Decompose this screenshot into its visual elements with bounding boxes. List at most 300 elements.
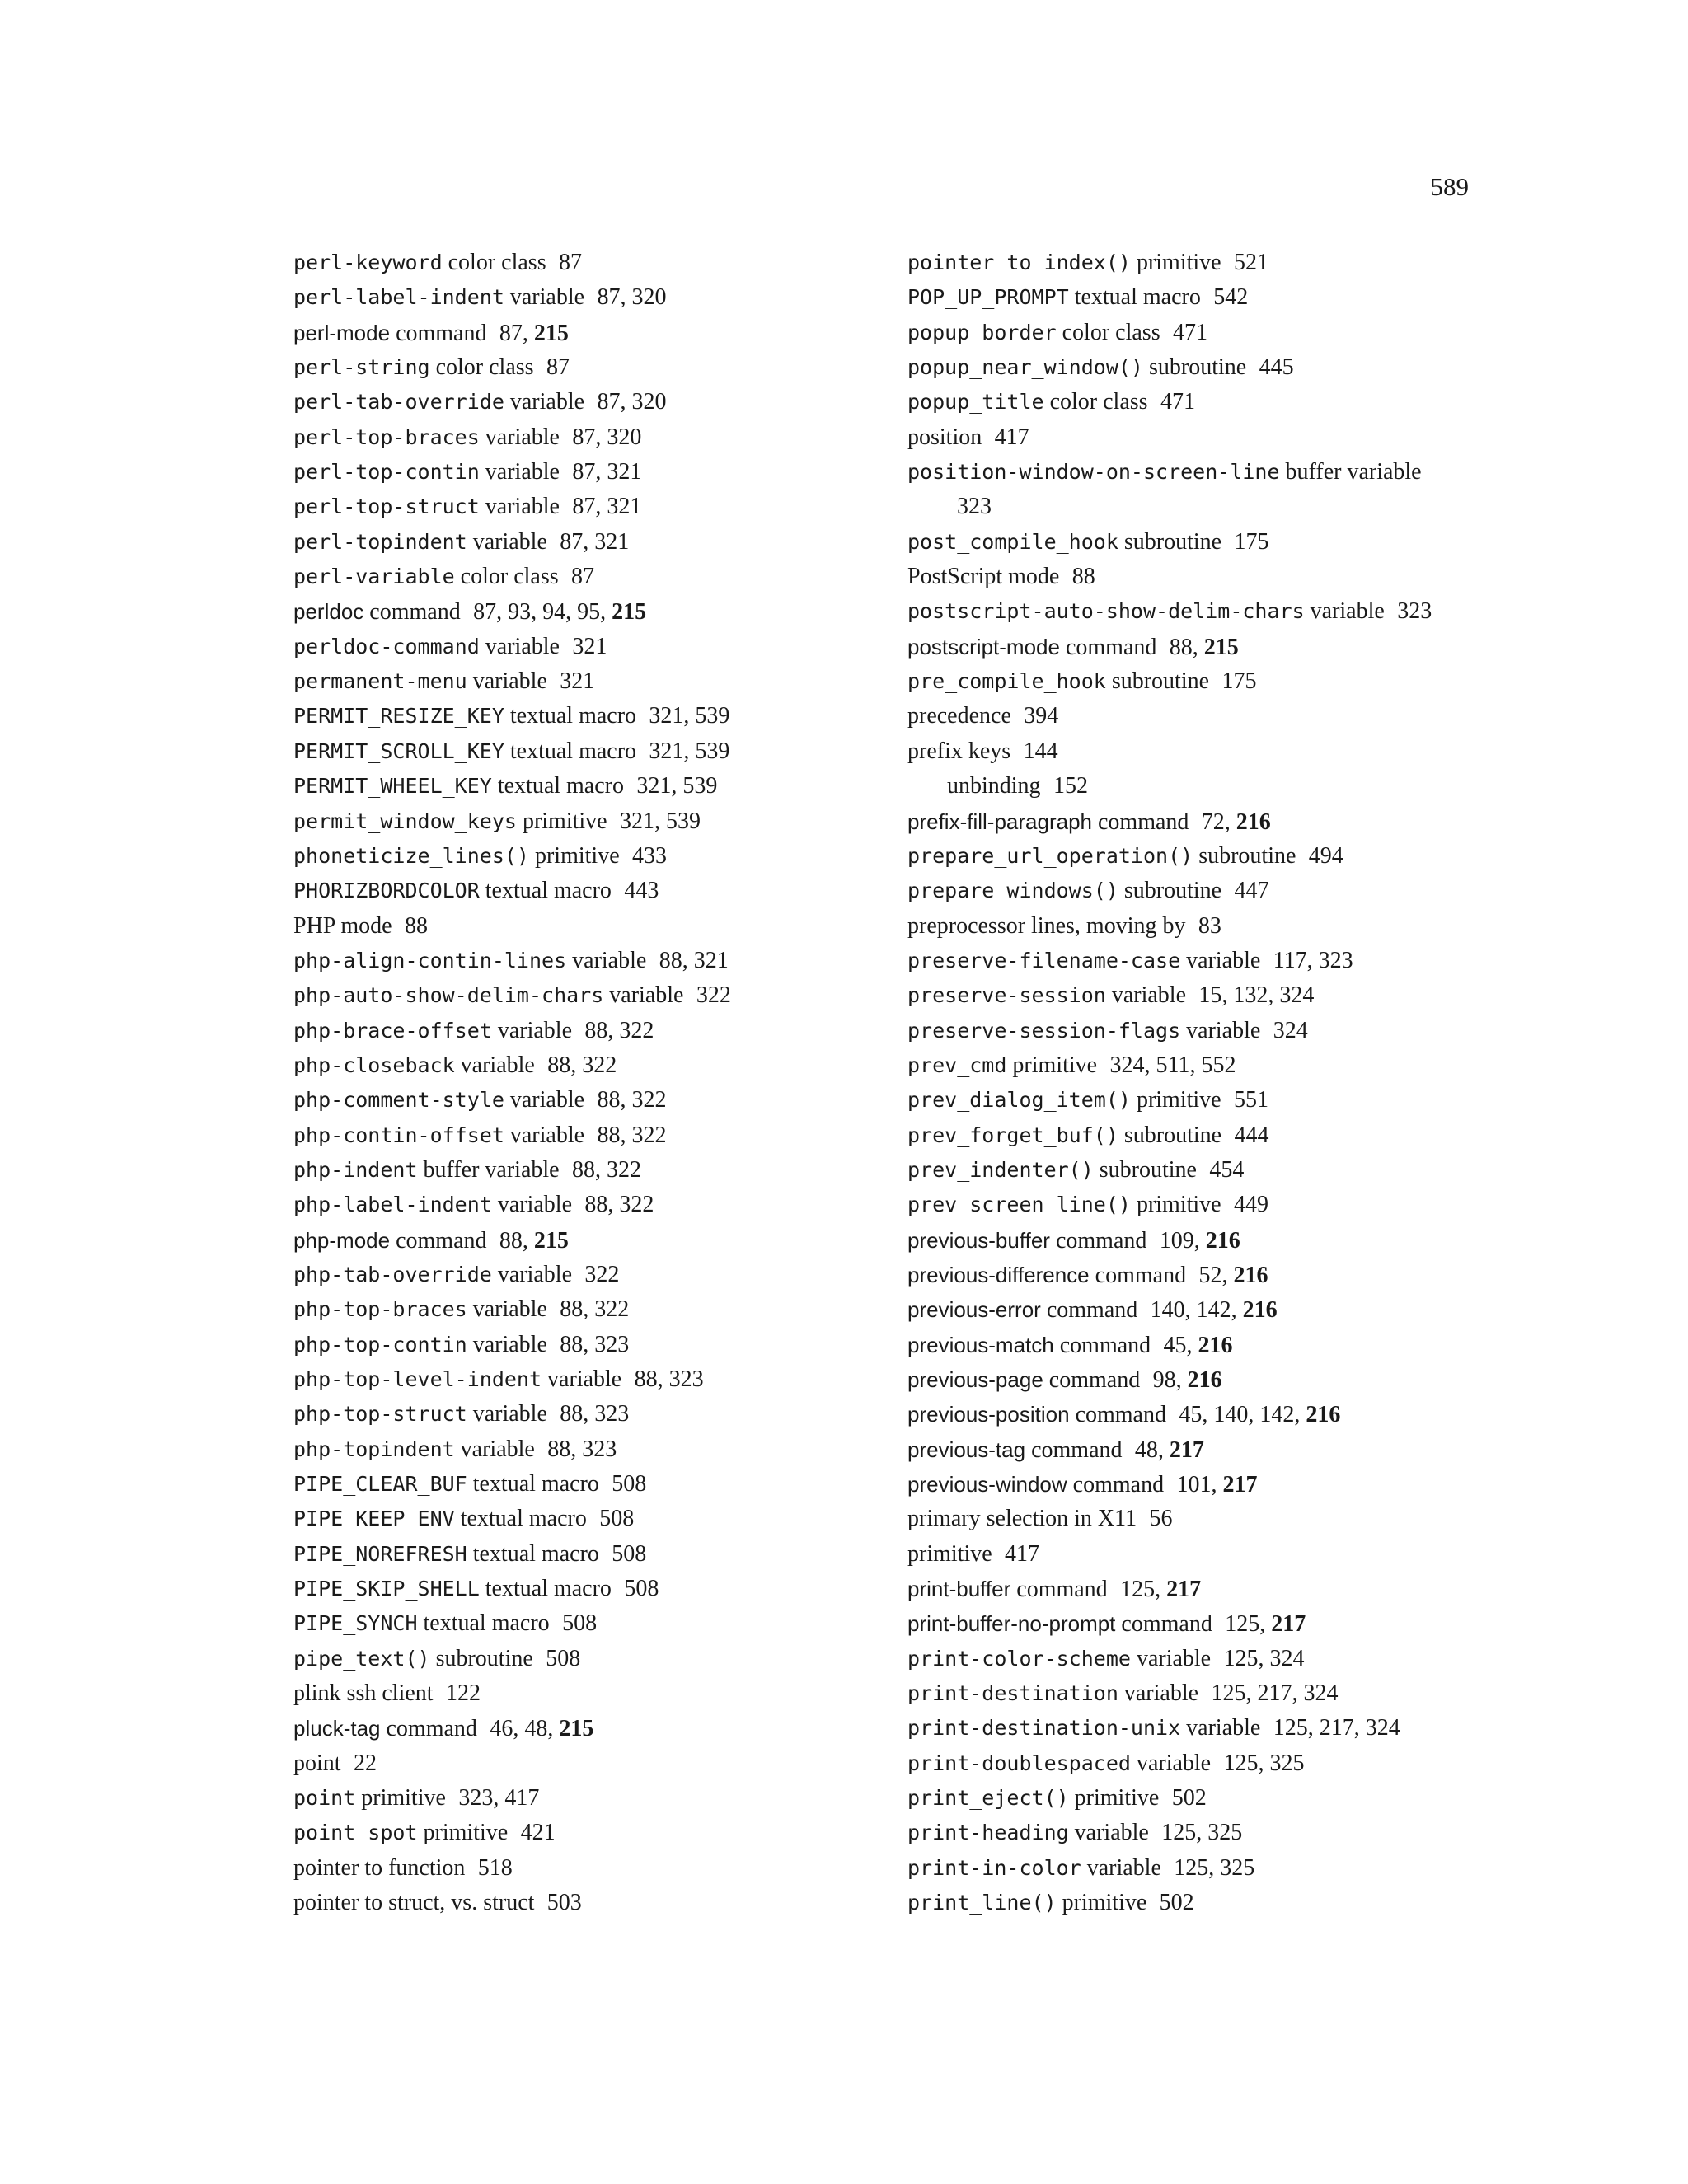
index-term-description: variable (497, 1261, 572, 1287)
page-ref: 87 (571, 564, 595, 590)
index-term-description: variable (509, 284, 585, 311)
index-page-refs: 88, 322 (547, 1052, 617, 1078)
index-page-refs: 88, 322 (584, 1192, 654, 1218)
page-ref: 324 (1365, 1715, 1400, 1741)
index-term: php-closeback (293, 1052, 455, 1077)
index-entry (293, 839, 870, 874)
index-term: php-contin-offset (293, 1122, 504, 1147)
page-ref-primary: 215 (533, 320, 569, 346)
index-page-refs: 72, 216 (1201, 808, 1271, 835)
index-term-description: variable (509, 1087, 585, 1113)
page-ref-primary: 216 (1236, 808, 1271, 835)
index-term: pluck-tag (293, 1716, 381, 1741)
page-ref: 142 (1196, 1297, 1231, 1324)
index-term-description: variable (1136, 1645, 1212, 1671)
index-term: PostScript mode (907, 564, 1060, 590)
index-term: print-buffer (907, 1577, 1011, 1602)
index-term: position-window-on-screen-line (907, 460, 1280, 485)
index-entry (907, 664, 1484, 699)
index-term-description: textual macro (1074, 284, 1201, 311)
index-term: PIPE_KEEP_ENV (293, 1507, 455, 1531)
page-ref: 325 (1220, 1854, 1255, 1881)
index-term-description: variable (460, 1052, 535, 1078)
index-term-description: variable (509, 1122, 585, 1148)
page-ref: 87 (546, 354, 570, 381)
page-ref: 321 (649, 703, 684, 729)
index-entry (293, 734, 870, 769)
index-entry (907, 1537, 1484, 1572)
index-term-description: textual macro (509, 738, 637, 764)
index-term: previous-position (907, 1402, 1070, 1427)
index-term: php-comment-style (293, 1088, 504, 1113)
index-entry (293, 944, 870, 978)
page-ref: 15 (1198, 982, 1222, 1009)
index-term-description: variable (472, 528, 547, 555)
index-page-refs: 125, 217, 324 (1211, 1680, 1339, 1707)
index-term: prev_cmd (907, 1052, 1007, 1077)
index-page-refs: 101, 217 (1176, 1472, 1258, 1498)
page-ref: 539 (695, 738, 730, 764)
index-term: previous-difference (907, 1262, 1090, 1287)
page-ref: 117 (1273, 947, 1307, 973)
index-page-refs: 87, 321 (572, 459, 642, 485)
index-term: phoneticize_lines() (293, 843, 529, 868)
index-entry (293, 385, 870, 419)
page-ref: 321 (649, 738, 684, 764)
index-term: php-mode (293, 1227, 391, 1253)
index-entry (907, 1886, 1484, 1920)
index-entry (907, 1328, 1484, 1362)
page-ref: 88 (1071, 564, 1095, 590)
page-ref: 445 (1259, 354, 1294, 381)
index-term: prev_indenter() (907, 1157, 1094, 1182)
index-term: pointer to struct, vs. struct (293, 1890, 535, 1916)
index-term: unbinding (947, 773, 1041, 799)
page-ref: 321 (594, 528, 630, 555)
page-ref: 321 (693, 947, 729, 973)
index-entry (293, 804, 870, 839)
index-page-refs (587, 1506, 634, 1531)
index-entry (293, 525, 870, 560)
index-entry (907, 839, 1484, 874)
index-term: prefix-fill-paragraph (907, 808, 1092, 834)
index-entry (907, 1606, 1484, 1641)
index-entry (907, 385, 1484, 419)
index-page-refs: 88, 321 (659, 947, 729, 973)
index-term: PIPE_SKIP_SHELL (293, 1577, 480, 1601)
index-term-description: color class (435, 354, 534, 381)
index-term: previous-buffer (907, 1227, 1050, 1253)
index-page-refs: 52, 216 (1198, 1262, 1268, 1288)
page-ref: 539 (665, 808, 701, 834)
index-page-refs: 88, 323 (547, 1436, 617, 1462)
index-page-refs (1385, 598, 1432, 624)
index-entry (907, 1188, 1484, 1222)
index-term-description: textual macro (423, 1610, 550, 1637)
page-ref-primary: 217 (1166, 1577, 1202, 1603)
index-term: permit_window_keys (293, 808, 517, 833)
index-term: popup_title (907, 390, 1044, 415)
page-ref: 87 (572, 424, 596, 450)
index-term-description: primitive (522, 808, 607, 834)
index-entry (293, 630, 870, 664)
index-term: precedence (907, 703, 1011, 729)
index-page-refs: 125, 325 (1223, 1750, 1305, 1776)
index-term: perl-tab-override (293, 390, 504, 415)
index-term: pre_compile_hook (907, 669, 1106, 694)
page-ref: 87 (560, 528, 584, 555)
index-entry (293, 978, 870, 1013)
index-page-refs: 125, 325 (1161, 1820, 1243, 1846)
index-entry (293, 455, 870, 490)
index-term-description: variable (1136, 1750, 1212, 1776)
page-ref: 511 (1156, 1052, 1190, 1078)
index-term: postscript-auto-show-delim-chars (907, 599, 1305, 624)
page-ref: 88 (584, 1192, 608, 1218)
index-entry (907, 1572, 1484, 1606)
index-entry (293, 490, 870, 524)
index-page-refs: 125, 217, 324 (1273, 1715, 1400, 1741)
index-page-refs (1137, 1506, 1172, 1531)
page-ref: 88 (634, 1366, 658, 1392)
page-ref-primary: 216 (1306, 1402, 1341, 1428)
index-term-description: variable (1186, 1017, 1261, 1043)
index-term: PIPE_NOREFRESH (293, 1541, 467, 1566)
index-page-refs (1221, 1192, 1268, 1217)
page-ref: 87 (597, 389, 621, 415)
index-term: plink ssh client (293, 1680, 434, 1707)
index-term: print-destination (907, 1681, 1118, 1706)
index-page-refs: 45, 140, 142, 216 (1179, 1402, 1341, 1428)
page-ref: 324 (1279, 982, 1315, 1009)
page-ref: 140 (1213, 1402, 1249, 1428)
index-entry (907, 1467, 1484, 1502)
index-page-refs: 46, 48, 215 (490, 1716, 594, 1742)
index-entry (293, 350, 870, 385)
index-page-refs: 125, 324 (1223, 1645, 1305, 1671)
index-entry (293, 1258, 870, 1292)
index-entry (907, 944, 1484, 978)
index-page-refs (434, 1680, 481, 1706)
index-entry (907, 804, 1484, 839)
index-entry (907, 909, 1484, 944)
index-page-refs (1246, 354, 1293, 380)
index-entry (907, 350, 1484, 385)
index-term: previous-page (907, 1367, 1043, 1392)
index-term: primitive (907, 1540, 992, 1567)
index-term-description: textual macro (485, 1576, 612, 1602)
page-ref: 95 (577, 599, 601, 626)
page-ref: 417 (504, 1785, 540, 1811)
page-ref: 320 (631, 389, 667, 415)
index-entry (293, 246, 870, 280)
index-entry (293, 1362, 870, 1397)
page-ref-primary: 217 (1271, 1611, 1306, 1638)
index-page-refs (612, 878, 659, 903)
index-term-description: subroutine (435, 1645, 533, 1671)
index-term-description: variable (485, 459, 560, 485)
page-ref: 508 (612, 1471, 647, 1497)
index-page-refs (1148, 389, 1195, 415)
index-entry (293, 1886, 870, 1920)
index-page-refs (1059, 564, 1095, 589)
index-column-left (293, 246, 870, 1921)
index-entry (907, 1083, 1484, 1118)
index-term: php-align-contin-lines (293, 948, 567, 972)
index-term-description: command (369, 599, 461, 626)
page-ref-primary: 216 (1187, 1367, 1222, 1393)
index-entry (293, 1746, 870, 1781)
index-term: php-auto-show-delim-chars (293, 983, 604, 1008)
index-term: prev_screen_line() (907, 1193, 1131, 1217)
index-term: pointer_to_index() (907, 251, 1131, 274)
index-entry (293, 1118, 870, 1153)
page-ref: 88 (571, 1156, 595, 1183)
index-term-description: textual macro (472, 1540, 599, 1567)
index-entry (293, 1816, 870, 1850)
index-term: php-top-contin (293, 1332, 467, 1357)
index-entry (907, 1118, 1484, 1153)
page-ref: 94 (542, 599, 566, 626)
index-page-refs (572, 1262, 619, 1287)
page-ref: 98 (1152, 1367, 1176, 1393)
index-page-refs (992, 1541, 1039, 1567)
page-ref-primary: 216 (1233, 1262, 1268, 1288)
page-ref: 125 (1273, 1715, 1308, 1741)
index-page-refs: 321, 539 (619, 808, 701, 834)
index-entry (907, 630, 1484, 664)
index-entry (293, 1188, 870, 1222)
page-ref: 125 (1161, 1820, 1197, 1846)
page-ref: 101 (1176, 1472, 1212, 1498)
index-term-description: command (1121, 1611, 1212, 1638)
index-entry (293, 1572, 870, 1606)
index-entry (293, 280, 870, 315)
page-ref: 72 (1201, 808, 1225, 835)
index-term: preserve-session (907, 983, 1106, 1008)
index-term: PIPE_CLEAR_BUF (293, 1472, 467, 1497)
page-ref: 87 (572, 494, 596, 520)
index-term: prev_forget_buf() (907, 1122, 1118, 1147)
index-entry (293, 1014, 870, 1048)
index-term-description: color class (460, 564, 559, 590)
index-entry (293, 1223, 870, 1258)
page-ref: 87 (473, 599, 497, 626)
index-term-description: variable (485, 494, 560, 520)
page-ref: 321 (636, 773, 672, 799)
page-ref: 88 (560, 1296, 584, 1323)
index-term: perl-topindent (293, 529, 467, 554)
index-page-refs: 125, 217 (1225, 1611, 1306, 1638)
index-entry (293, 1676, 870, 1711)
page-ref-primary: 216 (1198, 1332, 1233, 1358)
index-term-description: variable (472, 1401, 547, 1427)
index-term: PERMIT_WHEEL_KEY (293, 774, 492, 799)
index-page-refs: 87, 321 (572, 494, 642, 520)
index-term-description: variable (1074, 1820, 1149, 1846)
index-term-description: primitive (1074, 1785, 1160, 1811)
index-entry (907, 525, 1484, 560)
index-entry (907, 1781, 1484, 1816)
page-ref: 321 (619, 808, 654, 834)
index-term-description: primitive (1062, 1890, 1147, 1916)
page-ref: 52 (1198, 1262, 1222, 1288)
index-term: perl-keyword (293, 251, 443, 274)
index-term-description: textual macro (485, 878, 612, 904)
page-ref: 125 (1174, 1854, 1209, 1881)
index-entry (907, 280, 1484, 315)
index-page-refs (1260, 1018, 1307, 1043)
page-ref: 88 (404, 912, 428, 939)
index-entry (907, 1292, 1484, 1327)
page-ref: 539 (682, 773, 718, 799)
page-ref: 325 (1207, 1820, 1243, 1846)
index-entry (293, 874, 870, 908)
index-term-description: subroutine (1123, 528, 1222, 555)
index-entry (293, 560, 870, 594)
index-entry (907, 1362, 1484, 1397)
index-entry (293, 1083, 870, 1118)
index-page-refs (1041, 773, 1088, 799)
page-ref: 93 (508, 599, 532, 626)
index-page-refs: 88, 322 (597, 1087, 667, 1113)
index-page-refs (620, 843, 667, 869)
page-ref-primary: 216 (1242, 1297, 1278, 1324)
page-ref: 321 (572, 633, 607, 659)
page-ref: 322 (619, 1017, 654, 1043)
page-ref: 125 (1211, 1680, 1246, 1707)
page-ref: 552 (1201, 1052, 1236, 1078)
index-page-refs (534, 1890, 581, 1915)
index-term-description: primitive (361, 1785, 446, 1811)
index-term-description: buffer variable (423, 1156, 560, 1183)
index-term: PHORIZBORDCOLOR (293, 879, 480, 903)
page-ref: 322 (606, 1156, 641, 1183)
index-term: perl-top-braces (293, 424, 480, 449)
page-ref: 125 (1223, 1645, 1259, 1671)
index-term: previous-error (907, 1297, 1041, 1323)
index-term: popup_border (907, 320, 1057, 344)
page-ref: 449 (1233, 1192, 1268, 1218)
index-term-description: variable (1111, 982, 1186, 1009)
index-term-description: color class (448, 250, 546, 275)
index-term: point_spot (293, 1821, 418, 1845)
page-ref: 324 (1273, 1017, 1308, 1043)
index-term: perl-string (293, 355, 430, 380)
page-ref: 321 (607, 459, 642, 485)
page-ref: 325 (1269, 1750, 1305, 1776)
page-ref: 88 (547, 1436, 571, 1462)
index-page-refs: 45, 216 (1163, 1332, 1233, 1358)
page-ref: 140 (1150, 1297, 1185, 1324)
index-term: pipe_text() (293, 1646, 430, 1671)
page-ref: 321 (560, 668, 595, 695)
index-term: php-tab-override (293, 1262, 492, 1286)
page-ref: 175 (1221, 668, 1257, 695)
index-term: php-top-level-indent (293, 1367, 542, 1391)
index-entry (293, 1467, 870, 1502)
index-term: php-topindent (293, 1436, 455, 1461)
page-ref: 508 (612, 1540, 647, 1567)
index-page-refs (392, 913, 428, 939)
index-term: php-brace-offset (293, 1018, 492, 1043)
index-term: perldoc-command (293, 634, 480, 658)
page-ref: 508 (546, 1645, 581, 1671)
index-page-refs (1186, 913, 1221, 939)
page-ref: 494 (1308, 842, 1343, 869)
index-entry (907, 734, 1484, 769)
index-page-refs (599, 1541, 646, 1567)
index-entry (293, 1048, 870, 1083)
index-entry (293, 594, 870, 629)
index-term: preprocessor lines, moving by (907, 912, 1186, 939)
index-term: primary selection in X11 (907, 1506, 1137, 1532)
index-page-refs (465, 1855, 512, 1881)
index-entry (907, 594, 1484, 629)
index-term: php-top-struct (293, 1402, 467, 1427)
index-entry (907, 1642, 1484, 1676)
page-ref: 88 (597, 1122, 621, 1148)
index-entry (907, 1432, 1484, 1467)
page-ref: 88 (547, 1052, 571, 1078)
page-ref: 323 (1318, 947, 1353, 973)
page-ref: 471 (1160, 389, 1195, 415)
page-ref: 323 (458, 1785, 494, 1811)
index-page-refs (612, 1576, 659, 1601)
index-term: print-buffer-no-prompt (907, 1611, 1116, 1637)
index-page-refs: 88, 322 (560, 1296, 630, 1323)
index-page-refs (550, 1610, 597, 1636)
page-ref: 322 (619, 1192, 654, 1218)
index-term: print-color-scheme (907, 1646, 1131, 1671)
page-ref: 88 (597, 1087, 621, 1113)
page-ref: 22 (353, 1750, 377, 1776)
index-entry (907, 1816, 1484, 1850)
page-ref: 444 (1234, 1122, 1269, 1148)
index-entry (907, 1851, 1484, 1886)
index-entry (907, 1048, 1484, 1083)
page-ref-primary: 216 (1205, 1227, 1240, 1254)
page-ref: 132 (1233, 982, 1268, 1009)
index-entry (907, 1711, 1484, 1746)
index-term-description: command (1072, 1472, 1165, 1498)
index-entry (907, 699, 1484, 733)
index-term-description: command (1016, 1577, 1108, 1603)
index-page-refs (1011, 703, 1058, 729)
index-entry (907, 1153, 1484, 1188)
index-term-description: variable (497, 1017, 572, 1043)
index-entry (907, 455, 1484, 525)
index-term-description: command (1055, 1227, 1147, 1254)
index-page-refs: 125, 325 (1174, 1854, 1255, 1881)
page-ref: 539 (695, 703, 730, 729)
index-term-description: variable (485, 424, 560, 450)
index-term: permanent-menu (293, 669, 467, 694)
page-ref: 322 (631, 1122, 667, 1148)
index-term-description: variable (1086, 1854, 1161, 1881)
page-ref: 508 (599, 1506, 635, 1532)
index-term-description: command (1031, 1436, 1123, 1463)
index-entry (293, 664, 870, 699)
index-entry (293, 420, 870, 455)
index-page-refs (1221, 1087, 1268, 1113)
page-ref: 323 (582, 1436, 617, 1462)
page-ref: 324 (1303, 1680, 1339, 1707)
page-ref: 443 (624, 878, 659, 904)
index-term: perl-label-indent (293, 285, 504, 310)
page-ref: 471 (1172, 319, 1207, 345)
index-term-description: variable (472, 1296, 547, 1323)
